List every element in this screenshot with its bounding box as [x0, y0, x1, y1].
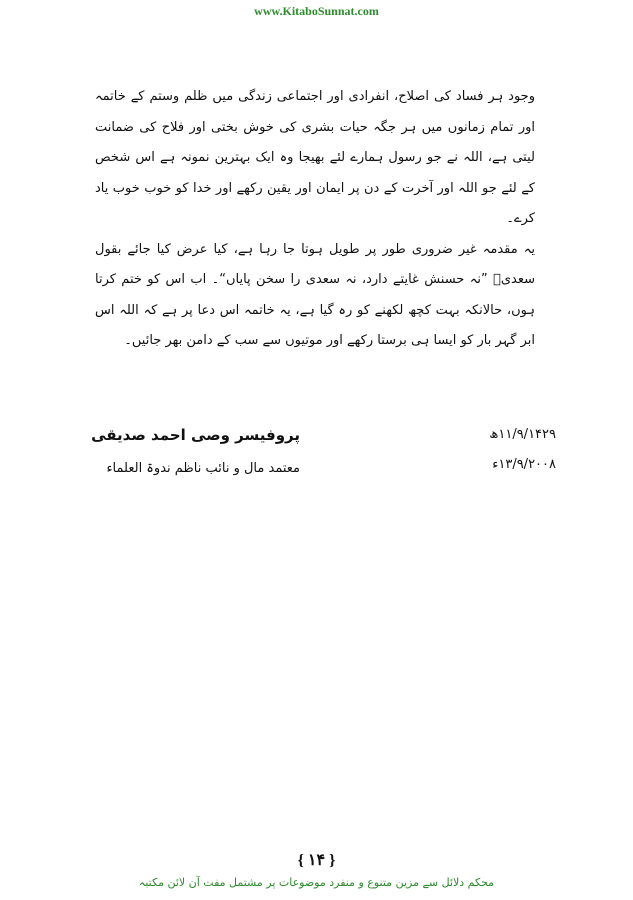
signature-block: [40, 418, 300, 486]
signature-dates: [466, 420, 556, 480]
body-text: [95, 82, 535, 357]
date-gregorian: ۱۳/۹/۲۰۰۸ء: [492, 457, 556, 472]
author-title: معتمد مال و نائب ناظم ندوۃ العلماء: [106, 461, 300, 476]
footer-tagline: محکم دلائل سے مزین متنوع و منفرد موضوعات پر مشتمل مفت آن لائن مکتبہ: [138, 876, 495, 889]
page-number: { ۱۴ }: [297, 852, 336, 869]
date-hijri: ۱۱/۹/۱۴۲۹ھ: [489, 427, 556, 442]
site-url[interactable]: www.KitaboSunnat.com: [254, 4, 379, 18]
paragraph-2: یہ مقدمہ غیر ضروری طور پر طویل ہوتا جا رہا ہے، کیا عرض کیا جائے بقول سعدیؒ ”نہ حسنش غایتے دارد، نہ سعدی را سخن پایاں“۔ اب اس کو ختم کرتا ہوں، حالانکہ بہت کچھ لکھنے کو رہ گیا ہے، یہ خاتمہ اس دعا پر ہے کہ اللہ اس ابر گہر بار کو ایسا ہی برستا رکھے اور موتیوں سے سب کے دامن بھر جائیں۔: [95, 241, 535, 348]
author-name: پروفیسر وصی احمد صدیقی: [91, 426, 300, 444]
paragraph-1: وجود ہر فساد کی اصلاح، انفرادی اور اجتماعی زندگی میں ظلم وستم کے خاتمہ اور تمام زمانوں میں ہر جگہ حیات بشری کی خوش بختی اور فلاح کی ضمانت لیتی ہے، اللہ نے جو رسول ہمارے لئے بھیجا وہ ایک بہترین نمونہ ہے اس شخص کے لئے جو اللہ اور آخرت کے دن پر ایمان اور یقین رکھے اور خدا کو خوب خوب یاد کرے۔: [95, 89, 535, 226]
